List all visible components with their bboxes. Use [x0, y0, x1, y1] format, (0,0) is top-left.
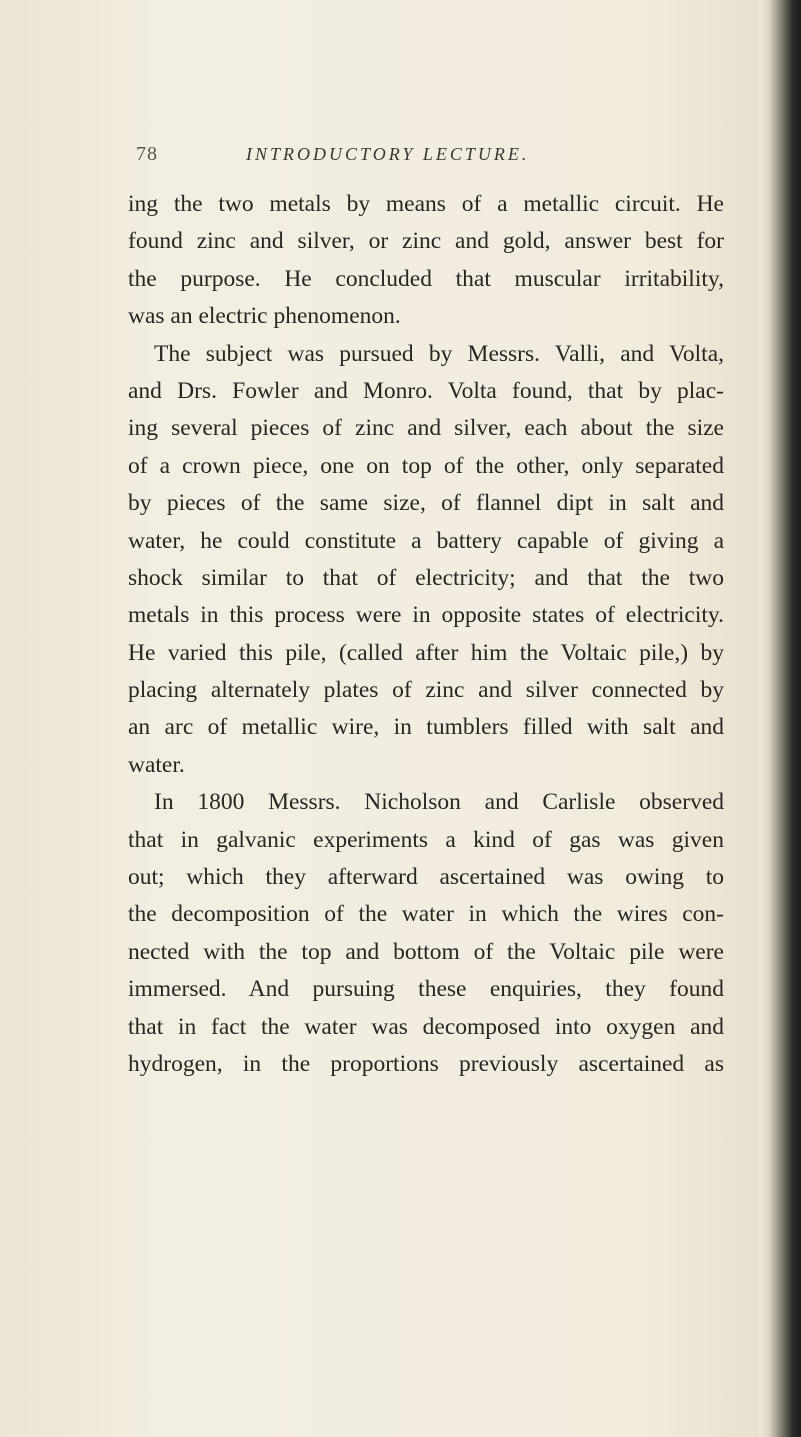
text-line: immersed. And pursuing these enquiries, they found: [128, 976, 724, 1003]
text-line: and Drs. Fowler and Monro. Volta found, that by plac-: [128, 377, 724, 404]
text-line: an arc of metallic wire, in tumblers filled with salt and: [128, 714, 724, 741]
text-line: that in galvanic experiments a kind of gas was given: [128, 826, 724, 853]
page-number: 78: [136, 143, 158, 165]
text-line: metals in this process were in opposite states of electricity.: [128, 602, 724, 629]
text-line: water.: [128, 751, 185, 778]
text-line: nected with the top and bottom of the Voltaic pile were: [128, 938, 724, 965]
text-line: the decomposition of the water in which the wires con-: [128, 901, 724, 928]
page-header: [136, 143, 726, 173]
body-text: [128, 186, 724, 1083]
book-spine-shadow: [759, 0, 801, 1437]
text-line: shock similar to that of electricity; and that the two: [128, 564, 724, 591]
text-line: water, he could constitute a battery capable of giving a: [128, 527, 724, 554]
text-line: out; which they afterward ascertained was owing to: [128, 864, 724, 891]
paragraph-start-line: In 1800 Messrs. Nicholson and Carlisle observed: [154, 789, 724, 816]
text-line: placing alternately plates of zinc and silver connected by: [128, 677, 724, 704]
text-line: found zinc and silver, or zinc and gold, answer best for: [128, 228, 724, 255]
paragraph-start-line: The subject was pursued by Messrs. Valli, and Volta,: [154, 340, 724, 367]
running-head: INTRODUCTORY LECTURE.: [246, 144, 530, 164]
text-line: hydrogen, in the proportions previously ascertained as: [128, 1050, 724, 1077]
text-line: He varied this pile, (called after him the Voltaic pile,) by: [128, 639, 724, 666]
text-line: of a crown piece, one on top of the other, only separated: [128, 452, 724, 479]
text-line: by pieces of the same size, of flannel dipt in salt and: [128, 490, 724, 517]
text-line: was an electric phenomenon.: [128, 303, 401, 330]
text-line: that in fact the water was decomposed into oxygen and: [128, 1013, 724, 1040]
text-line: the purpose. He concluded that muscular irritability,: [128, 265, 724, 292]
text-line: ing several pieces of zinc and silver, each about the size: [128, 415, 724, 442]
text-line: ing the two metals by means of a metallic circuit. He: [128, 191, 724, 217]
